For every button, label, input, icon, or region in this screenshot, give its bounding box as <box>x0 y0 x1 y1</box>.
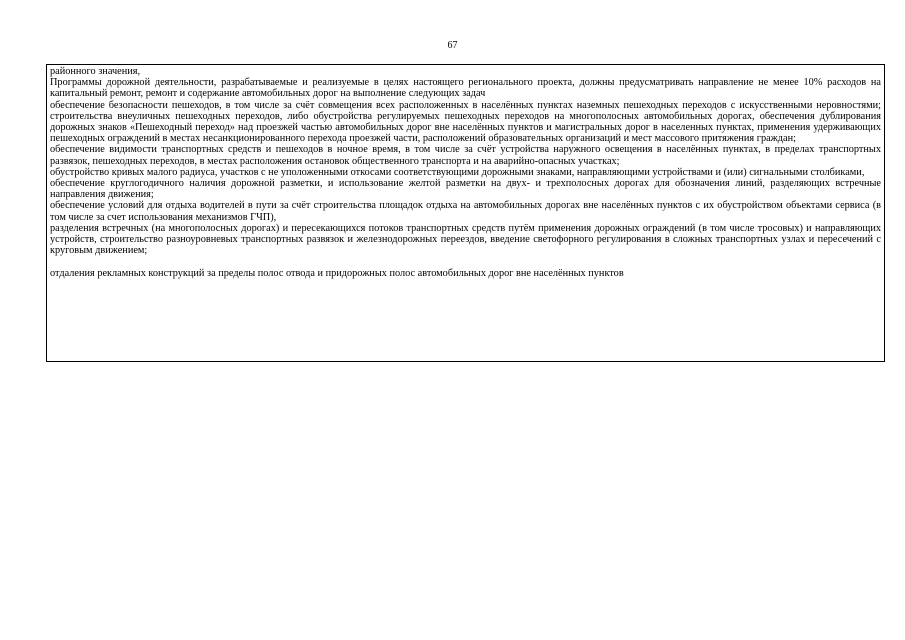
paragraph-road-markings: обеспечение круглогодичного наличия дорожной разметки, и использование желтой разметки на двух- и трехполосных дорогах для обозначения линий, разделяющих встречные направления движения; <box>50 178 881 201</box>
paragraph-district-significance: районного значения, <box>50 66 141 77</box>
page-number: 67 <box>447 40 458 51</box>
paragraph-pedestrian-safety: обеспечение безопасности пешеходов, в том числе за счёт совмещения всех расположенных в населённых пунктах наземных пешеходных переходов с искусственными неровностями; строительства внеуличных пешеходных переходов, либо обустройства регулируемых пешеходных переходов на многополосных автомобильных дорогах, обеспечения дублирования дорожных знаков «Пешеходный переход» над проезжей частью автомобильных дорог вне населённых пунктов и магистральных дорог в населенных пунктах, применения удерживающих пешеходных ограждений в местах несанкционированного перехода проезжей части, расположений образовательных организаций и мест массового притяжения граждан; <box>50 99 881 145</box>
content-box <box>46 64 885 362</box>
paragraph-road-programs: Программы дорожной деятельности, разрабатываемые и реализуемые в целях настоящего регионального проекта, должны предусматривать направление не менее 10% расходов на капитальный ремонт, ремонт и содержание автомобильных дорог на выполнение следующих задач <box>50 77 881 100</box>
paragraph-curve-arrangement: обустройство кривых малого радиуса, участков с не уположенными откосами соответствующими дорожными знаками, направляющими устройствами и (или) сигнальными столбиками, <box>50 166 865 178</box>
paragraph-advertising-removal: отдаления рекламных конструкций за пределы полос отвода и придорожных полос автомобильных дорог вне населённых пунктов <box>50 267 624 279</box>
paragraph-traffic-separation: разделения встречных (на многополосных дорогах) и пересекающихся потоков транспортных средств путём применения дорожных ограждений (в том числе тросовых) и направляющих устройств, строительство разноуровневых транспортных развязок и железнодорожных переездов, введение светофорного регулирования в сложных транспортных узлах и пересечений с круговым движением; <box>50 222 881 257</box>
paragraph-night-visibility: обеспечение видимости транспортных средств и пешеходов в ночное время, в том числе за счёт устройства наружного освещения в населённых пунктах, в пределах транспортных развязок, пешеходных переходов, в местах расположения остановок общественного транспорта и на аварийно-опасных участках; <box>50 144 881 167</box>
paragraph-driver-rest: обеспечение условий для отдыха водителей в пути за счёт строительства площадок отдыха на автомобильных дорогах вне населённых пунктов с их обустройством объектами сервиса (в том числе за счет использования механизмов ГЧП), <box>50 200 881 223</box>
